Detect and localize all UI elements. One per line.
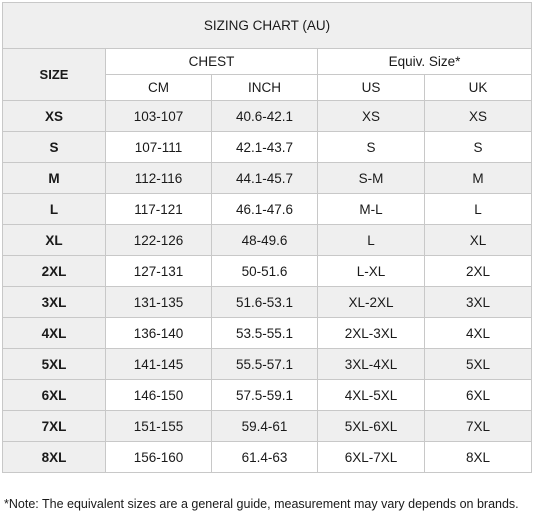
us-cell: 5XL-6XL [318,411,425,442]
size-cell: 7XL [3,411,106,442]
uk-cell: 8XL [425,442,532,473]
inch-cell: 61.4-63 [212,442,318,473]
size-cell: S [3,132,106,163]
size-cell: L [3,194,106,225]
size-cell: M [3,163,106,194]
inch-cell: 55.5-57.1 [212,349,318,380]
size-cell: 6XL [3,380,106,411]
us-cell: S [318,132,425,163]
inch-cell: 57.5-59.1 [212,380,318,411]
inch-cell: 40.6-42.1 [212,101,318,132]
footnote: *Note: The equivalent sizes are a general guide, measurement may vary depends on brands. [4,497,519,511]
us-cell: L [318,225,425,256]
size-cell: 8XL [3,442,106,473]
table-row [3,318,532,349]
us-cell: L-XL [318,256,425,287]
inch-cell: 50-51.6 [212,256,318,287]
uk-cell: 4XL [425,318,532,349]
cm-cell: 103-107 [106,101,212,132]
uk-cell: 6XL [425,380,532,411]
uk-cell: 7XL [425,411,532,442]
uk-cell: XL [425,225,532,256]
size-cell: 3XL [3,287,106,318]
inch-cell: 48-49.6 [212,225,318,256]
inch-column-header: INCH [212,75,318,101]
cm-cell: 156-160 [106,442,212,473]
cm-cell: 131-135 [106,287,212,318]
uk-cell: S [425,132,532,163]
cm-cell: 151-155 [106,411,212,442]
table-row [3,132,532,163]
size-cell: XS [3,101,106,132]
us-cell: 4XL-5XL [318,380,425,411]
size-cell: 4XL [3,318,106,349]
us-cell: M-L [318,194,425,225]
uk-cell: XS [425,101,532,132]
sizing-chart-table [2,2,532,473]
uk-cell: 5XL [425,349,532,380]
cm-cell: 122-126 [106,225,212,256]
cm-cell: 117-121 [106,194,212,225]
inch-cell: 51.6-53.1 [212,287,318,318]
size-cell: XL [3,225,106,256]
us-column-header: US [318,75,425,101]
us-cell: 6XL-7XL [318,442,425,473]
table-row [3,287,532,318]
table-row [3,163,532,194]
chart-body [3,101,532,473]
inch-cell: 53.5-55.1 [212,318,318,349]
chart-title: SIZING CHART (AU) [3,3,532,49]
inch-cell: 59.4-61 [212,411,318,442]
table-row [3,349,532,380]
cm-cell: 146-150 [106,380,212,411]
us-cell: S-M [318,163,425,194]
uk-cell: M [425,163,532,194]
cm-cell: 141-145 [106,349,212,380]
cm-cell: 112-116 [106,163,212,194]
size-cell: 5XL [3,349,106,380]
cm-column-header: CM [106,75,212,101]
uk-column-header: UK [425,75,532,101]
table-row [3,225,532,256]
equiv-size-group-header: Equiv. Size* [318,49,532,75]
us-cell: 2XL-3XL [318,318,425,349]
table-row [3,101,532,132]
size-cell: 2XL [3,256,106,287]
chest-group-header: CHEST [106,49,318,75]
table-row [3,411,532,442]
table-row [3,194,532,225]
inch-cell: 42.1-43.7 [212,132,318,163]
uk-cell: 3XL [425,287,532,318]
table-row [3,256,532,287]
table-row [3,442,532,473]
uk-cell: L [425,194,532,225]
us-cell: 3XL-4XL [318,349,425,380]
cm-cell: 107-111 [106,132,212,163]
us-cell: XS [318,101,425,132]
size-column-header: SIZE [3,49,106,101]
us-cell: XL-2XL [318,287,425,318]
inch-cell: 44.1-45.7 [212,163,318,194]
cm-cell: 136-140 [106,318,212,349]
inch-cell: 46.1-47.6 [212,194,318,225]
cm-cell: 127-131 [106,256,212,287]
uk-cell: 2XL [425,256,532,287]
table-row [3,380,532,411]
